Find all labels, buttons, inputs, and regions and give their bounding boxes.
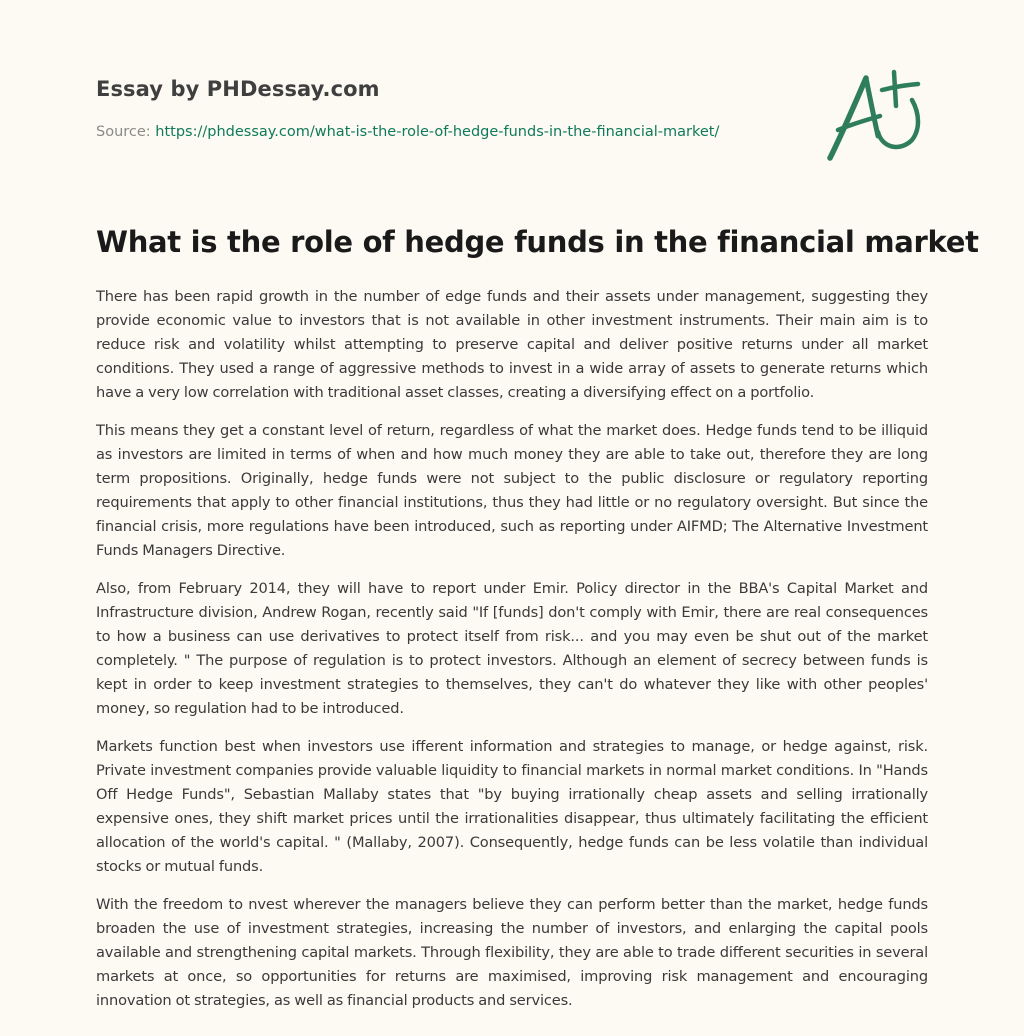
smile-curve [878,100,918,147]
essay-title: What is the role of hedge funds in the financial market [96,225,979,259]
letter-a-stroke-left [830,78,866,158]
essay-paragraph: With the freedom to nvest wherever the managers believe they can perform better than the market, hedge funds broaden the use of investment strategies, increasing the number of investors, and enlarging the capital pools available and strengthening capital markets. Through flexibility, they are able to trade different securities in several markets at once, so opportunities for returns are maximised, improving risk management and encouraging innovation ot strategies, as well as financial products and services. [96,896,928,1009]
letter-a-stroke-right [866,78,878,136]
source-label: Source: [96,124,156,140]
source-line [96,124,719,140]
essay-body [96,285,928,1027]
essay-paragraph: Also, from February 2014, they will have to report under Emir. Policy director in the BBA's Capital Market and Infrastructure division, Andrew Rogan, recently said "If [funds] don't comply with Emir, there are real consequences to how a business can use derivatives to protect itself from risk... and you may even be shut out of the market completely. " The purpose of regulation is to protect investors. Although an element of secrecy between funds is kept in order to keep investment strategies to themselves, they can't do whatever they like with other peoples' money, so regulation had to be introduced. [96,580,928,717]
essay-paragraph: There has been rapid growth in the number of edge funds and their assets under management, suggesting they provide economic value to investors that is not available in other investment instruments. Their main aim is to reduce risk and volatility whilst attempting to preserve capital and deliver positive returns under all market conditions. They used a range of aggressive methods to invest in a wide array of assets to generate returns which have a very low correlation with traditional asset classes, creating a diversifying effect on a portfolio. [96,288,928,401]
source-link[interactable]: https://phdessay.com/what-is-the-role-of-hedge-funds-in-the-financial-market/ [155,124,720,140]
site-title: Essay by PHDessay.com [96,77,380,101]
a-plus-grade-icon [822,66,930,166]
plus-horizontal [882,84,918,90]
essay-paragraph: This means they get a constant level of return, regardless of what the market does. Hedge funds tend to be illiquid as investors are limited in terms of when and how much money they are able to take out, therefore they are long term propositions. Originally, hedge funds were not subject to the public disclosure or regulatory reporting requirements that apply to other financial institutions, thus they had little or no regulatory oversight. But since the financial crisis, more regulations have been introduced, such as reporting under AIFMD; The Alternative Investment Funds Managers Directive. [96,422,928,559]
essay-paragraph: Markets function best when investors use ifferent information and strategies to manage, or hedge against, risk. Private investment companies provide valuable liquidity to financial markets in normal market conditions. In "Hands Off Hedge Funds", Sebastian Mallaby states that "by buying irrationally cheap assets and selling irrationally expensive ones, they shift market prices until the irrationalities disappear, thus ultimately facilitating the efficient allocation of the world's capital. " (Mallaby, 2007). Consequently, hedge funds can be less volatile than individual stocks or mutual funds. [96,738,928,875]
